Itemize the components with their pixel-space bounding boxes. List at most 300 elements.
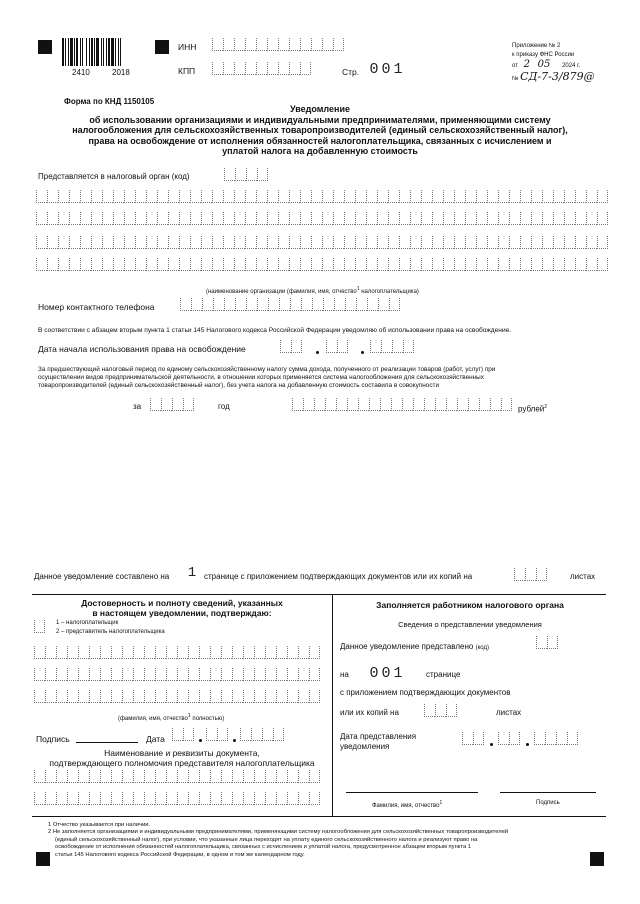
entry-cell[interactable] (133, 792, 144, 805)
entry-cell[interactable] (146, 258, 157, 271)
entry-cell[interactable] (333, 258, 344, 271)
entry-cell[interactable] (221, 668, 232, 681)
entry-cell[interactable] (487, 212, 498, 225)
entry-cell[interactable] (381, 340, 392, 353)
entry-cell[interactable] (161, 398, 172, 411)
signer-type-field[interactable] (34, 620, 45, 633)
entry-cell[interactable] (443, 236, 454, 249)
entry-cell[interactable] (487, 236, 498, 249)
entry-cell[interactable] (188, 668, 199, 681)
entry-cell[interactable] (89, 668, 100, 681)
entry-cell[interactable] (476, 190, 487, 203)
org-name-row[interactable] (36, 258, 608, 271)
entry-cell[interactable] (256, 258, 267, 271)
entry-cell[interactable] (446, 704, 457, 717)
entry-cell[interactable] (212, 258, 223, 271)
entry-cell[interactable] (298, 770, 309, 783)
entry-cell[interactable] (454, 212, 465, 225)
entry-cell[interactable] (144, 690, 155, 703)
entry-cell[interactable] (413, 398, 424, 411)
entry-cell[interactable] (69, 236, 80, 249)
entry-cell[interactable] (265, 646, 276, 659)
entry-cell[interactable] (157, 236, 168, 249)
entry-cell[interactable] (188, 792, 199, 805)
entry-cell[interactable] (291, 340, 302, 353)
entry-cell[interactable] (432, 212, 443, 225)
entry-cell[interactable] (278, 190, 289, 203)
entry-cell[interactable] (443, 190, 454, 203)
entry-cell[interactable] (355, 190, 366, 203)
entry-cell[interactable] (212, 190, 223, 203)
entry-cell[interactable] (234, 38, 245, 51)
entry-cell[interactable] (399, 236, 410, 249)
entry-cell[interactable] (111, 792, 122, 805)
entry-cell[interactable] (166, 690, 177, 703)
entry-cell[interactable] (58, 258, 69, 271)
entry-cell[interactable] (223, 236, 234, 249)
entry-cell[interactable] (276, 792, 287, 805)
entry-cell[interactable] (289, 38, 300, 51)
entry-cell[interactable] (235, 298, 246, 311)
entry-cell[interactable] (487, 190, 498, 203)
entry-cell[interactable] (314, 398, 325, 411)
entry-cell[interactable] (199, 690, 210, 703)
entry-cell[interactable] (100, 690, 111, 703)
entry-cell[interactable] (102, 190, 113, 203)
inn-field[interactable] (212, 38, 344, 51)
entry-cell[interactable] (232, 690, 243, 703)
sign-line[interactable] (76, 742, 138, 743)
entry-cell[interactable] (56, 646, 67, 659)
entry-cell[interactable] (254, 646, 265, 659)
entry-cell[interactable] (278, 236, 289, 249)
entry-cell[interactable] (223, 38, 234, 51)
entry-cell[interactable] (245, 258, 256, 271)
entry-cell[interactable] (183, 398, 194, 411)
entry-cell[interactable] (172, 728, 183, 741)
entry-cell[interactable] (155, 792, 166, 805)
entry-cell[interactable] (542, 236, 553, 249)
entry-cell[interactable] (344, 236, 355, 249)
entry-cell[interactable] (322, 38, 333, 51)
entry-cell[interactable] (36, 236, 47, 249)
entry-cell[interactable] (36, 258, 47, 271)
entry-cell[interactable] (531, 258, 542, 271)
entry-cell[interactable] (234, 258, 245, 271)
entry-cell[interactable] (388, 190, 399, 203)
entry-cell[interactable] (355, 212, 366, 225)
entry-cell[interactable] (553, 258, 564, 271)
presented-code-field[interactable] (536, 636, 558, 649)
entry-cell[interactable] (144, 646, 155, 659)
entry-cell[interactable] (432, 258, 443, 271)
entry-cell[interactable] (309, 770, 320, 783)
entry-cell[interactable] (210, 668, 221, 681)
entry-cell[interactable] (465, 258, 476, 271)
entry-cell[interactable] (399, 190, 410, 203)
entry-cell[interactable] (155, 646, 166, 659)
entry-cell[interactable] (575, 236, 586, 249)
entry-cell[interactable] (278, 212, 289, 225)
entry-cell[interactable] (124, 190, 135, 203)
entry-cell[interactable] (199, 646, 210, 659)
entry-cell[interactable] (80, 190, 91, 203)
inspector-sign-line[interactable] (500, 792, 596, 793)
entry-cell[interactable] (265, 668, 276, 681)
entry-cell[interactable] (257, 168, 268, 181)
entry-cell[interactable] (45, 668, 56, 681)
entry-cell[interactable] (553, 212, 564, 225)
entry-cell[interactable] (311, 236, 322, 249)
entry-cell[interactable] (166, 792, 177, 805)
entry-cell[interactable] (289, 212, 300, 225)
entry-cell[interactable] (287, 770, 298, 783)
entry-cell[interactable] (210, 792, 221, 805)
entry-cell[interactable] (462, 732, 473, 745)
entry-cell[interactable] (267, 190, 278, 203)
entry-cell[interactable] (91, 190, 102, 203)
entry-cell[interactable] (509, 190, 520, 203)
signer-fio-row[interactable] (34, 646, 320, 659)
entry-cell[interactable] (199, 770, 210, 783)
entry-cell[interactable] (199, 668, 210, 681)
entry-cell[interactable] (206, 728, 217, 741)
start-date-month[interactable] (326, 340, 348, 353)
entry-cell[interactable] (202, 298, 213, 311)
entry-cell[interactable] (150, 398, 161, 411)
entry-cell[interactable] (265, 792, 276, 805)
entry-cell[interactable] (457, 398, 468, 411)
entry-cell[interactable] (454, 258, 465, 271)
entry-cell[interactable] (498, 258, 509, 271)
entry-cell[interactable] (113, 236, 124, 249)
entry-cell[interactable] (597, 258, 608, 271)
entry-cell[interactable] (575, 258, 586, 271)
entry-cell[interactable] (298, 646, 309, 659)
entry-cell[interactable] (201, 212, 212, 225)
entry-cell[interactable] (265, 690, 276, 703)
entry-cell[interactable] (520, 190, 531, 203)
entry-cell[interactable] (564, 236, 575, 249)
entry-cell[interactable] (597, 212, 608, 225)
entry-cell[interactable] (232, 668, 243, 681)
entry-cell[interactable] (155, 690, 166, 703)
entry-cell[interactable] (311, 258, 322, 271)
composed-sheets-field[interactable] (514, 568, 547, 581)
entry-cell[interactable] (199, 792, 210, 805)
entry-cell[interactable] (113, 190, 124, 203)
entry-cell[interactable] (468, 398, 479, 411)
entry-cell[interactable] (34, 646, 45, 659)
entry-cell[interactable] (240, 728, 251, 741)
entry-cell[interactable] (525, 568, 536, 581)
presentation-date-year[interactable] (534, 732, 578, 745)
entry-cell[interactable] (267, 236, 278, 249)
entry-cell[interactable] (542, 190, 553, 203)
entry-cell[interactable] (223, 212, 234, 225)
entry-cell[interactable] (432, 190, 443, 203)
entry-cell[interactable] (251, 728, 262, 741)
entry-cell[interactable] (177, 690, 188, 703)
entry-cell[interactable] (410, 258, 421, 271)
entry-cell[interactable] (303, 398, 314, 411)
entry-cell[interactable] (245, 62, 256, 75)
entry-cell[interactable] (254, 770, 265, 783)
entry-cell[interactable] (446, 398, 457, 411)
entry-cell[interactable] (190, 212, 201, 225)
entry-cell[interactable] (144, 668, 155, 681)
entry-cell[interactable] (243, 690, 254, 703)
entry-cell[interactable] (166, 770, 177, 783)
entry-cell[interactable] (212, 62, 223, 75)
entry-cell[interactable] (254, 668, 265, 681)
entry-cell[interactable] (347, 398, 358, 411)
entry-cell[interactable] (232, 792, 243, 805)
entry-cell[interactable] (191, 298, 202, 311)
entry-cell[interactable] (155, 770, 166, 783)
entry-cell[interactable] (311, 190, 322, 203)
entry-cell[interactable] (210, 690, 221, 703)
entry-cell[interactable] (287, 792, 298, 805)
entry-cell[interactable] (111, 770, 122, 783)
entry-cell[interactable] (146, 236, 157, 249)
entry-cell[interactable] (246, 298, 257, 311)
entry-cell[interactable] (309, 792, 320, 805)
entry-cell[interactable] (47, 258, 58, 271)
entry-cell[interactable] (509, 732, 520, 745)
entry-cell[interactable] (289, 258, 300, 271)
entry-cell[interactable] (498, 212, 509, 225)
entry-cell[interactable] (254, 792, 265, 805)
entry-cell[interactable] (509, 236, 520, 249)
entry-cell[interactable] (280, 340, 291, 353)
entry-cell[interactable] (157, 190, 168, 203)
entry-cell[interactable] (487, 258, 498, 271)
entry-cell[interactable] (402, 398, 413, 411)
entry-cell[interactable] (133, 690, 144, 703)
entry-cell[interactable] (113, 258, 124, 271)
entry-cell[interactable] (392, 340, 403, 353)
entry-cell[interactable] (201, 190, 212, 203)
entry-cell[interactable] (370, 340, 381, 353)
inspector-fio-line[interactable] (346, 792, 478, 793)
entry-cell[interactable] (520, 236, 531, 249)
entry-cell[interactable] (498, 732, 509, 745)
entry-cell[interactable] (234, 62, 245, 75)
entry-cell[interactable] (157, 212, 168, 225)
entry-cell[interactable] (322, 212, 333, 225)
entry-cell[interactable] (344, 190, 355, 203)
entry-cell[interactable] (58, 190, 69, 203)
entry-cell[interactable] (553, 236, 564, 249)
entry-cell[interactable] (36, 212, 47, 225)
entry-cell[interactable] (278, 258, 289, 271)
entry-cell[interactable] (534, 732, 545, 745)
entry-cell[interactable] (366, 190, 377, 203)
entry-cell[interactable] (67, 646, 78, 659)
entry-cell[interactable] (234, 236, 245, 249)
entry-cell[interactable] (124, 212, 135, 225)
entry-cell[interactable] (465, 236, 476, 249)
entry-cell[interactable] (243, 770, 254, 783)
entry-cell[interactable] (221, 792, 232, 805)
entry-cell[interactable] (188, 690, 199, 703)
entry-cell[interactable] (45, 646, 56, 659)
entry-cell[interactable] (556, 732, 567, 745)
entry-cell[interactable] (113, 212, 124, 225)
entry-cell[interactable] (58, 236, 69, 249)
entry-cell[interactable] (298, 792, 309, 805)
entry-cell[interactable] (217, 728, 228, 741)
entry-cell[interactable] (78, 690, 89, 703)
entry-cell[interactable] (473, 732, 484, 745)
entry-cell[interactable] (380, 398, 391, 411)
entry-cell[interactable] (56, 770, 67, 783)
entry-cell[interactable] (102, 212, 113, 225)
entry-cell[interactable] (289, 190, 300, 203)
entry-cell[interactable] (435, 704, 446, 717)
entry-cell[interactable] (168, 236, 179, 249)
entry-cell[interactable] (135, 236, 146, 249)
entry-cell[interactable] (34, 690, 45, 703)
entry-cell[interactable] (498, 236, 509, 249)
entry-cell[interactable] (268, 298, 279, 311)
entry-cell[interactable] (168, 212, 179, 225)
entry-cell[interactable] (36, 190, 47, 203)
signer-fio-row[interactable] (34, 668, 320, 681)
entry-cell[interactable] (89, 646, 100, 659)
entry-cell[interactable] (542, 212, 553, 225)
entry-cell[interactable] (355, 258, 366, 271)
entry-cell[interactable] (377, 190, 388, 203)
entry-cell[interactable] (443, 258, 454, 271)
phone-field[interactable] (180, 298, 400, 311)
entry-cell[interactable] (168, 190, 179, 203)
entry-cell[interactable] (289, 62, 300, 75)
entry-cell[interactable] (124, 258, 135, 271)
income-year-field[interactable] (150, 398, 194, 411)
entry-cell[interactable] (212, 212, 223, 225)
entry-cell[interactable] (80, 212, 91, 225)
entry-cell[interactable] (245, 190, 256, 203)
entry-cell[interactable] (355, 236, 366, 249)
entry-cell[interactable] (399, 212, 410, 225)
entry-cell[interactable] (389, 298, 400, 311)
entry-cell[interactable] (135, 258, 146, 271)
entry-cell[interactable] (67, 792, 78, 805)
sign-date-day[interactable] (172, 728, 194, 741)
entry-cell[interactable] (190, 236, 201, 249)
entry-cell[interactable] (133, 770, 144, 783)
entry-cell[interactable] (276, 690, 287, 703)
entry-cell[interactable] (326, 340, 337, 353)
entry-cell[interactable] (531, 236, 542, 249)
entry-cell[interactable] (183, 728, 194, 741)
entry-cell[interactable] (287, 668, 298, 681)
entry-cell[interactable] (421, 258, 432, 271)
entry-cell[interactable] (166, 646, 177, 659)
entry-cell[interactable] (388, 258, 399, 271)
entry-cell[interactable] (276, 770, 287, 783)
entry-cell[interactable] (421, 212, 432, 225)
entry-cell[interactable] (567, 732, 578, 745)
entry-cell[interactable] (135, 190, 146, 203)
entry-cell[interactable] (212, 38, 223, 51)
entry-cell[interactable] (333, 236, 344, 249)
entry-cell[interactable] (424, 398, 435, 411)
entry-cell[interactable] (312, 298, 323, 311)
entry-cell[interactable] (213, 298, 224, 311)
entry-cell[interactable] (91, 258, 102, 271)
entry-cell[interactable] (542, 258, 553, 271)
entry-cell[interactable] (301, 298, 312, 311)
presentation-date-day[interactable] (462, 732, 484, 745)
entry-cell[interactable] (300, 38, 311, 51)
entry-cell[interactable] (135, 212, 146, 225)
entry-cell[interactable] (300, 212, 311, 225)
entry-cell[interactable] (100, 668, 111, 681)
entry-cell[interactable] (212, 236, 223, 249)
entry-cell[interactable] (56, 792, 67, 805)
entry-cell[interactable] (553, 190, 564, 203)
entry-cell[interactable] (188, 646, 199, 659)
entry-cell[interactable] (47, 190, 58, 203)
entry-cell[interactable] (34, 668, 45, 681)
entry-cell[interactable] (100, 792, 111, 805)
entry-cell[interactable] (287, 690, 298, 703)
entry-cell[interactable] (223, 62, 234, 75)
entry-cell[interactable] (47, 212, 58, 225)
entry-cell[interactable] (366, 258, 377, 271)
entry-cell[interactable] (67, 668, 78, 681)
entry-cell[interactable] (80, 236, 91, 249)
entry-cell[interactable] (245, 236, 256, 249)
entry-cell[interactable] (520, 258, 531, 271)
entry-cell[interactable] (80, 258, 91, 271)
entry-cell[interactable] (100, 770, 111, 783)
entry-cell[interactable] (325, 398, 336, 411)
sign-date-month[interactable] (206, 728, 228, 741)
entry-cell[interactable] (122, 690, 133, 703)
entry-cell[interactable] (111, 646, 122, 659)
entry-cell[interactable] (479, 398, 490, 411)
entry-cell[interactable] (177, 770, 188, 783)
entry-cell[interactable] (498, 190, 509, 203)
entry-cell[interactable] (267, 62, 278, 75)
entry-cell[interactable] (180, 298, 191, 311)
entry-cell[interactable] (78, 792, 89, 805)
entry-cell[interactable] (201, 236, 212, 249)
entry-cell[interactable] (78, 646, 89, 659)
entry-cell[interactable] (367, 298, 378, 311)
entry-cell[interactable] (262, 728, 273, 741)
start-date-day[interactable] (280, 340, 302, 353)
entry-cell[interactable] (256, 212, 267, 225)
entry-cell[interactable] (133, 646, 144, 659)
entry-cell[interactable] (67, 770, 78, 783)
entry-cell[interactable] (232, 646, 243, 659)
entry-cell[interactable] (403, 340, 414, 353)
entry-cell[interactable] (243, 668, 254, 681)
entry-cell[interactable] (509, 212, 520, 225)
entry-cell[interactable] (289, 236, 300, 249)
entry-cell[interactable] (322, 236, 333, 249)
entry-cell[interactable] (256, 190, 267, 203)
entry-cell[interactable] (155, 668, 166, 681)
entry-cell[interactable] (177, 792, 188, 805)
entry-cell[interactable] (298, 668, 309, 681)
entry-cell[interactable] (287, 646, 298, 659)
